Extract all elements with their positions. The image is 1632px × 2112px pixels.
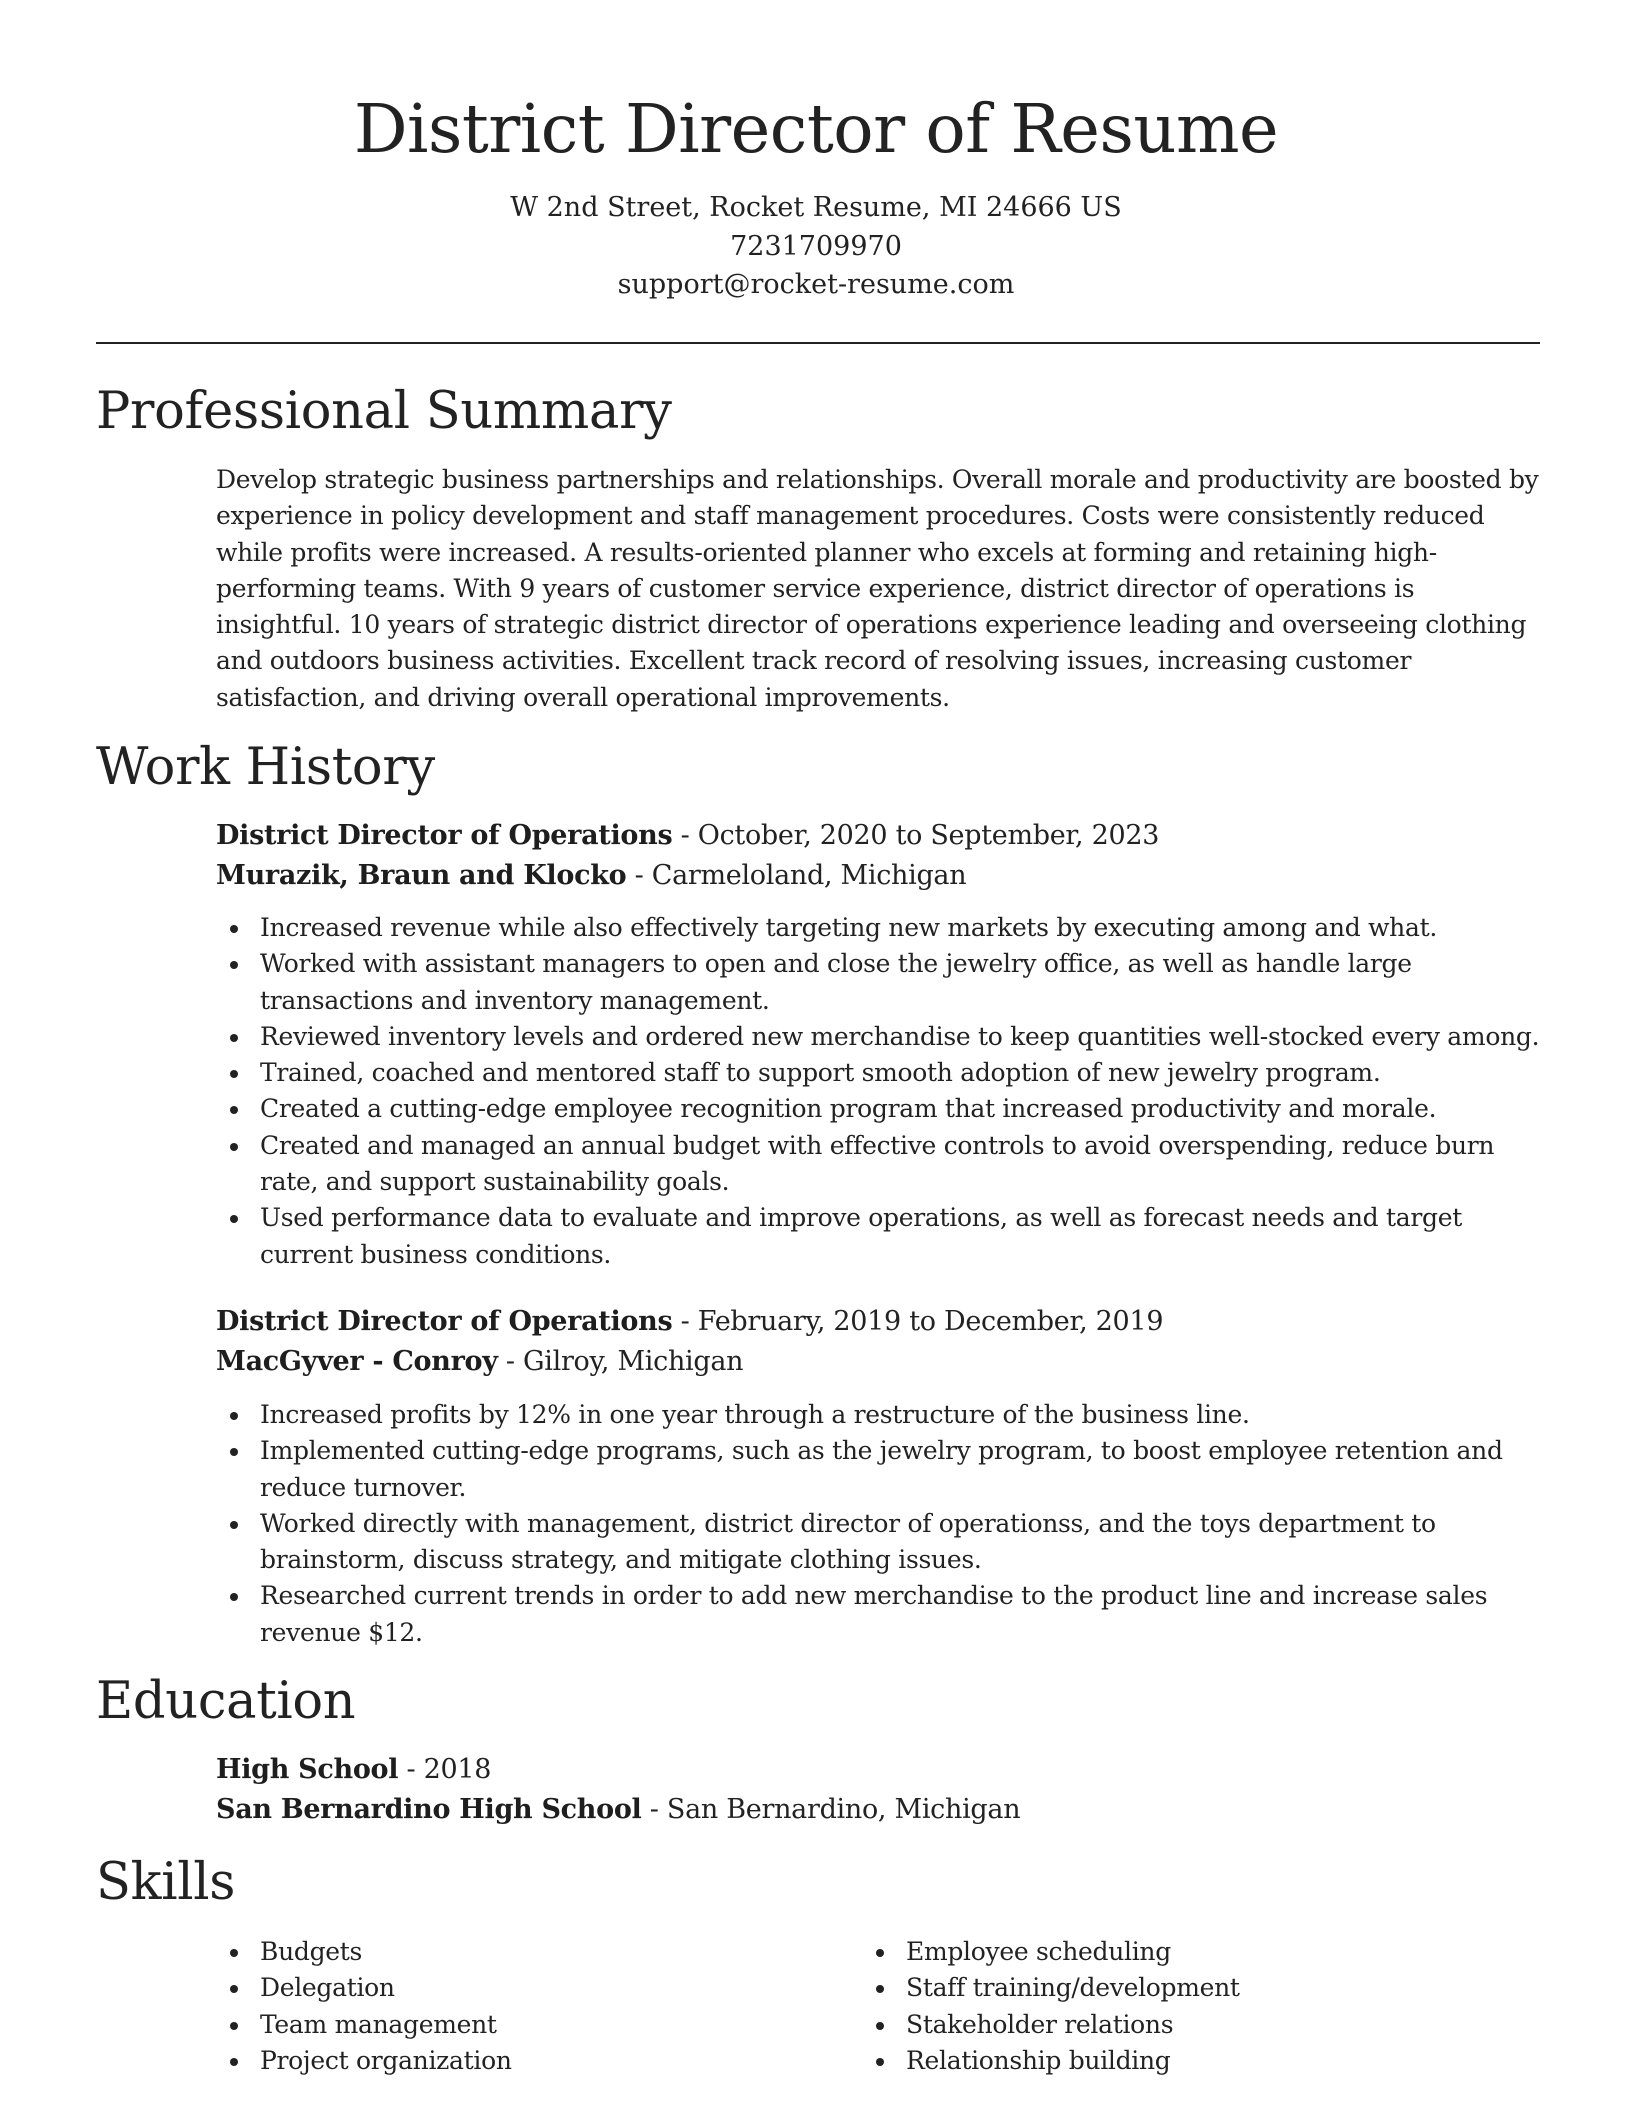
job-1-title-line xyxy=(216,816,1546,856)
job-1-bullets xyxy=(216,910,1546,1273)
resume-name: District Director of Resume xyxy=(353,90,1279,168)
job-1-title: District Director of Operations xyxy=(216,820,673,851)
header-divider xyxy=(96,342,1540,344)
list-item: Created and managed an annual budget with effective controls to avoid overspending, reduce burn rate, and support sustainability goals. xyxy=(216,1128,1546,1201)
skill-item: Delegation xyxy=(216,1970,816,2006)
job-2-title-line xyxy=(216,1302,1546,1342)
skill-item: Staff training/development xyxy=(862,1970,1462,2006)
job-1-location: - Carmeloland, Michigan xyxy=(626,860,967,891)
job-2-dates: - February, 2019 to December, 2019 xyxy=(672,1306,1164,1337)
list-item: Worked directly with management, district director of operationss, and the toys department to brainstorm, discuss strategy, and mitigate clothing issues. xyxy=(216,1506,1546,1579)
job-2-location: - Gilroy, Michigan xyxy=(497,1346,744,1377)
summary-heading: Professional Summary xyxy=(96,382,672,441)
list-item: Trained, coached and mentored staff to support smooth adoption of new jewelry program. xyxy=(216,1055,1546,1091)
skill-item: Stakeholder relations xyxy=(862,2007,1462,2043)
list-item: Worked with assistant managers to open and close the jewelry office, as well as handle large transactions and inventory management. xyxy=(216,946,1546,1019)
education-degree: High School xyxy=(216,1754,399,1785)
skill-item: Project organization xyxy=(216,2043,816,2079)
list-item: Researched current trends in order to add new merchandise to the product line and increase sales revenue $12. xyxy=(216,1578,1546,1651)
job-1-dates: - October, 2020 to September, 2023 xyxy=(672,820,1160,851)
skill-item: Employee scheduling xyxy=(862,1934,1462,1970)
education-location: - San Bernardino, Michigan xyxy=(641,1794,1021,1825)
list-item: Increased profits by 12% in one year through a restructure of the business line. xyxy=(216,1397,1546,1433)
job-2-bullets xyxy=(216,1397,1546,1651)
list-item: Increased revenue while also effectively targeting new markets by executing among and what. xyxy=(216,910,1546,946)
education-heading: Education xyxy=(96,1672,356,1731)
list-item: Reviewed inventory levels and ordered new merchandise to keep quantities well-stocked every among. xyxy=(216,1019,1546,1055)
summary-text: Develop strategic business partnerships and relationships. Overall morale and productivity are boosted by experience in policy development and staff management procedures. Costs were consistently reduced while profits were increased. A results-oriented planner who excels at forming and retaining high-performing teams. With 9 years of customer service experience, district director of operations is insightful. 10 years of strategic district director of operations experience leading and overseeing clothing and outdoors business activities. Excellent track record of resolving issues, increasing customer satisfaction, and driving overall operational improvements. xyxy=(216,465,1539,712)
skills-heading: Skills xyxy=(96,1853,236,1912)
contact-phone: 7231709970 xyxy=(730,231,902,262)
job-2-company: MacGyver - Conroy xyxy=(216,1346,498,1377)
education-degree-line xyxy=(216,1750,1546,1790)
job-1-company: Murazik, Braun and Klocko xyxy=(216,860,627,891)
education-school-line xyxy=(216,1790,1546,1830)
job-2-company-line xyxy=(216,1342,1546,1382)
contact-email: support@rocket-resume.com xyxy=(617,269,1015,300)
education-school: San Bernardino High School xyxy=(216,1794,642,1825)
list-item: Created a cutting-edge employee recognition program that increased productivity and morale. xyxy=(216,1091,1546,1127)
skills-list-right xyxy=(862,1934,1462,2079)
list-item: Implemented cutting-edge programs, such as the jewelry program, to boost employee retention and reduce turnover. xyxy=(216,1433,1546,1506)
contact-address: W 2nd Street, Rocket Resume, MI 24666 US xyxy=(510,192,1122,223)
skill-item: Team management xyxy=(216,2007,816,2043)
skills-list-left xyxy=(216,1934,816,2079)
job-1-company-line xyxy=(216,856,1546,896)
education-year: - 2018 xyxy=(398,1754,492,1785)
skill-item: Budgets xyxy=(216,1934,816,1970)
list-item: Used performance data to evaluate and improve operations, as well as forecast needs and target current business conditions. xyxy=(216,1200,1546,1273)
skill-item: Relationship building xyxy=(862,2043,1462,2079)
job-2-title: District Director of Operations xyxy=(216,1306,673,1337)
work-history-heading: Work History xyxy=(96,738,435,797)
